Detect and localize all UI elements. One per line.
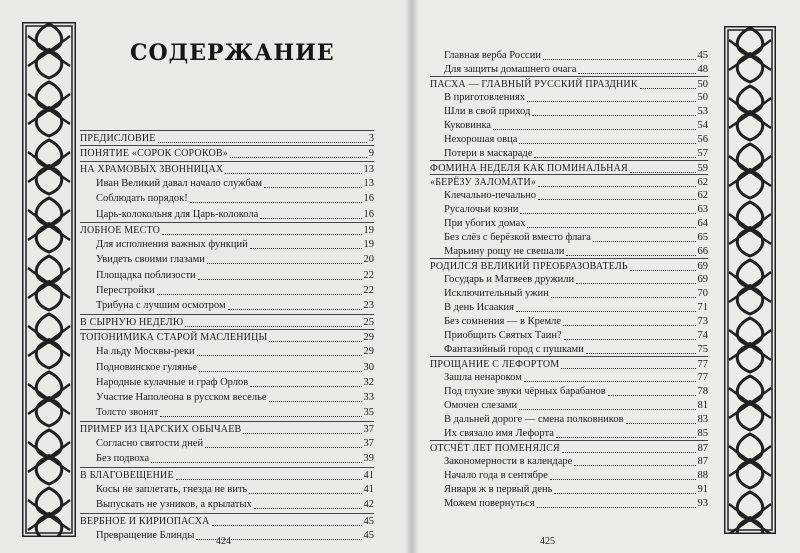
toc-entry-title: Согласно святости дней <box>96 438 204 449</box>
dot-leader <box>524 381 696 382</box>
toc-entry-page: 85 <box>697 428 708 439</box>
toc-entry-page: 53 <box>697 106 708 117</box>
toc-section-entry <box>96 298 374 314</box>
dot-leader <box>260 218 361 219</box>
toc-section-entry <box>96 283 374 299</box>
toc-section-entry <box>96 237 374 253</box>
toc-entry-title: Соблюдать порядок! <box>96 193 188 205</box>
toc-entry-title: Государь и Матвеев дружили <box>444 274 575 285</box>
toc-entry-page: 70 <box>697 288 708 299</box>
toc-entry-page: 25 <box>363 316 374 328</box>
toc-entry-page: 62 <box>697 177 708 188</box>
toc-entry-page: 71 <box>697 302 708 313</box>
toc-entry-title: Под глухие звуки чёрных барабанов <box>444 386 606 397</box>
toc-entry-page: 75 <box>697 344 708 355</box>
dot-leader <box>160 416 361 417</box>
toc-entry-title: Приобщить Святых Таин? <box>444 330 562 341</box>
dot-leader <box>162 234 361 235</box>
dot-leader <box>561 368 695 369</box>
toc-entry-title: Можем повернуться <box>444 498 535 509</box>
toc-entry-title: Народные кулачные и граф Орлов <box>96 376 249 388</box>
toc-entry-page: 59 <box>697 163 708 174</box>
toc-entry-title: ПРОЩАНИЕ С ЛЕФОРТОМ <box>430 359 560 370</box>
toc-entry-title: Без слёз с берёзкой вместо флага <box>444 232 591 243</box>
toc-entry-title: Выпускать не узников, а крылатых <box>96 499 252 511</box>
toc-entry-title: При убогих домах <box>444 218 526 229</box>
toc-entry-title: ВЕРБНОЕ И КИРИОПАСХА <box>80 515 210 527</box>
toc-entry-title: Для защиты домашнего очага <box>444 64 577 75</box>
toc-entry-title: Нехорошая овца <box>444 134 518 145</box>
dot-leader <box>249 493 361 494</box>
toc-entry-page: 78 <box>697 386 708 397</box>
toc-entry-page: 64 <box>697 218 708 229</box>
toc-entry-title: В дальней дороге — смена полковников <box>444 414 624 425</box>
toc-section-entry <box>96 191 374 207</box>
toc-entry-page: 35 <box>363 407 374 419</box>
dot-leader <box>158 142 367 143</box>
toc-entry-title: Закономерности в календаре <box>444 456 573 467</box>
toc-entry-page: 13 <box>363 163 374 175</box>
toc-entry-page: 16 <box>363 193 374 205</box>
toc-entry-page: 22 <box>363 269 374 281</box>
toc-entry-title: Трибуна с лучшим осмотром <box>96 300 226 312</box>
dot-leader <box>608 395 696 396</box>
toc-section-entry <box>96 451 374 467</box>
toc-entry-title: Исключительный ужин <box>444 288 549 299</box>
dot-leader <box>225 173 361 174</box>
dot-leader <box>228 309 362 310</box>
toc-section-entry <box>444 496 708 512</box>
dot-leader <box>532 115 695 116</box>
dot-leader <box>538 199 695 200</box>
toc-entry-title: На льду Москвы-реки <box>96 346 195 358</box>
toc-entry-page: 42 <box>363 499 374 511</box>
dot-leader <box>576 283 695 284</box>
toc-entry-page: 22 <box>363 285 374 296</box>
toc-section-entry <box>96 482 374 498</box>
toc-entry-page: 19 <box>363 239 374 251</box>
right-page-number: 425 <box>540 536 555 547</box>
toc-entry-title: Начало года в сентябре <box>444 470 548 481</box>
left-page-number: 424 <box>216 536 231 547</box>
toc-entry-page: 87 <box>697 443 708 454</box>
dot-leader <box>207 263 362 264</box>
toc-entry-title: Омочен слезами <box>444 400 518 411</box>
dot-leader <box>564 339 696 340</box>
toc-entry-title: Подновинское гулянье <box>96 361 198 373</box>
toc-entry-title: Косы не заплетать, гнезда не вить <box>96 483 248 495</box>
toc-entry-title: Русалочьи козни <box>444 204 519 215</box>
toc-entry-page: 30 <box>363 361 374 373</box>
toc-entry-page: 20 <box>363 254 374 266</box>
toc-entry-page: 77 <box>697 372 708 383</box>
book-gutter <box>405 0 419 553</box>
toc-entry-page: 33 <box>363 392 374 404</box>
dot-leader <box>250 386 361 387</box>
toc-entry-page: 29 <box>363 331 374 343</box>
toc-entry-title: Марьину рощу не свешали <box>444 246 565 257</box>
toc-entry-title: ПАСХА — ГЛАВНЫЙ РУССКИЙ ПРАЗДНИК <box>430 79 638 90</box>
toc-entry-page: 50 <box>697 79 708 90</box>
toc-entry-page: 16 <box>363 208 374 220</box>
dot-leader <box>527 101 695 102</box>
toc-entry-page: 37 <box>363 438 374 449</box>
dot-leader <box>550 479 696 480</box>
toc-entry-title: Увидеть своими глазами <box>96 254 205 266</box>
toc-entry-page: 74 <box>697 330 708 341</box>
dot-leader <box>254 508 362 509</box>
ornament-border-icon <box>22 22 76 537</box>
dot-leader <box>562 452 696 453</box>
dot-leader <box>566 255 695 256</box>
dot-leader <box>520 213 695 214</box>
toc-section-entry <box>96 375 374 391</box>
toc-entry-title: Толсто звонят <box>96 407 159 419</box>
toc-entry-page: 37 <box>363 423 374 435</box>
toc-entry-page: 65 <box>697 232 708 243</box>
toc-entry-title: Фантазийный город с пушками <box>444 344 584 355</box>
toc-section-entry <box>96 207 374 223</box>
toc-entry-page: 50 <box>697 92 708 103</box>
dot-leader <box>543 59 696 60</box>
dot-leader <box>157 294 362 295</box>
dot-leader <box>534 157 695 158</box>
toc-section-entry <box>96 360 374 376</box>
dot-leader <box>493 129 695 130</box>
toc-entry-page: 66 <box>697 246 708 257</box>
toc-entry-title: Перестройки <box>96 285 155 296</box>
dot-leader <box>630 270 696 271</box>
toc-entry-page: 57 <box>697 148 708 159</box>
toc-entry-title: Клечально-печально <box>444 190 537 201</box>
toc-entry-page: 56 <box>697 134 708 145</box>
toc-entry-title: ФОМИНА НЕДЕЛЯ КАК ПОМИНАЛЬНАЯ <box>430 163 628 174</box>
toc-entry-title: Главная верба России <box>444 50 541 61</box>
toc-entry-page: 63 <box>697 204 708 215</box>
toc-entry-page: 87 <box>697 456 708 467</box>
dot-leader <box>197 355 362 356</box>
toc-entry-title: Потери в маскараде <box>444 148 533 159</box>
toc-entry-page: 3 <box>368 133 374 144</box>
dot-leader <box>151 462 361 463</box>
toc-section-entry <box>96 528 374 544</box>
toc-entry-title: Превращение Блинды <box>96 529 195 541</box>
dot-leader <box>538 186 695 187</box>
toc-entry-title: НА ХРАМОВЫХ ЗВОННИЦАХ <box>80 163 224 175</box>
toc-entry-page: 69 <box>697 274 708 285</box>
dot-leader <box>243 433 361 434</box>
toc-entry-title: В СЫРНУЮ НЕДЕЛЮ <box>80 316 184 328</box>
dot-leader <box>640 88 696 89</box>
toc-section-entry <box>96 497 374 513</box>
toc-entry-title: В БЛАГОВЕЩЕНИЕ <box>80 469 174 481</box>
dot-leader <box>230 157 367 158</box>
dot-leader <box>185 326 361 327</box>
page-title: СОДЕРЖАНИЕ <box>130 40 335 66</box>
toc-section-entry <box>96 344 374 360</box>
ornament-border-icon <box>724 26 776 534</box>
toc-entry-title: Куковинка <box>444 120 492 131</box>
dot-leader <box>269 341 361 342</box>
toc-entry-page: 45 <box>363 515 374 527</box>
toc-entry-title: ПОНЯТИЕ «СОРОК СОРОКОВ» <box>80 148 228 160</box>
toc-entry-title: ЛОБНОЕ МЕСТО <box>80 224 161 236</box>
toc-entry-title: Иван Великий давал начало службам <box>96 177 263 189</box>
toc-entry-page: 62 <box>697 190 708 201</box>
toc-section-entry <box>96 436 374 452</box>
toc-entry-title: ОТСЧЁТ ЛЕТ ПОМЕНЯЛСЯ <box>430 443 560 454</box>
dot-leader <box>554 493 695 494</box>
dot-leader <box>519 143 695 144</box>
toc-entry-page: 45 <box>697 50 708 61</box>
toc-entry-page: 41 <box>363 469 374 481</box>
toc-section-entry <box>96 268 374 284</box>
dot-leader <box>198 279 362 280</box>
toc-entry-title: В день Исаакия <box>444 302 514 313</box>
dot-leader <box>516 311 696 312</box>
toc-entry-title: Площадка поблизости <box>96 269 196 281</box>
toc-entry-title: ТОПОНИМИКА СТАРОЙ МАСЛЕНИЦЫ <box>80 331 268 343</box>
toc-entry-page: 54 <box>697 120 708 131</box>
dot-leader <box>586 353 696 354</box>
dot-leader <box>563 325 695 326</box>
toc-entry-title: Шли в свой приход <box>444 106 531 117</box>
toc-entry-page: 81 <box>697 400 708 411</box>
dot-leader <box>537 507 696 508</box>
toc-entry-title: В приготовлениях <box>444 92 526 103</box>
toc-entry-title: ПРИМЕР ИЗ ЦАРСКИХ ОБЫЧАЕВ <box>80 423 242 435</box>
toc-entry-title: Без сомнения — в Кремле <box>444 316 562 327</box>
toc-entry-title: «БЕРЁЗУ ЗАЛОМАТИ» <box>430 177 537 188</box>
toc-entry-page: 77 <box>697 359 708 370</box>
dot-leader <box>519 409 695 410</box>
dot-leader <box>264 187 361 188</box>
dot-leader <box>626 423 696 424</box>
toc-entry-title: Января ж в первый день <box>444 484 553 495</box>
toc-entry-page: 39 <box>363 453 374 465</box>
dot-leader <box>176 479 362 480</box>
dot-leader <box>269 401 362 402</box>
toc-entry-title: Царь-колокольня для Царь-колокола <box>96 208 259 220</box>
dot-leader <box>578 73 695 74</box>
toc-section-entry <box>96 405 374 421</box>
toc-entry-title: Зашла ненароком <box>444 372 522 383</box>
dot-leader <box>212 525 362 526</box>
dot-leader <box>556 437 696 438</box>
toc-entry-title: Для исполнения важных функций <box>96 239 248 251</box>
dot-leader <box>527 227 695 228</box>
toc-entry-page: 83 <box>697 414 708 425</box>
toc-entry-page: 9 <box>368 148 374 160</box>
toc-entry-title: ПРЕДИСЛОВИЕ <box>80 133 156 144</box>
toc-entry-page: 73 <box>697 316 708 327</box>
dot-leader <box>250 248 362 249</box>
toc-entry-page: 13 <box>363 177 374 189</box>
toc-entry-page: 48 <box>697 64 708 75</box>
toc-entry-title: Без подвоха <box>96 453 150 465</box>
toc-entry-page: 19 <box>363 224 374 236</box>
toc-entry-page: 29 <box>363 346 374 358</box>
dot-leader <box>574 465 695 466</box>
toc-section-entry <box>96 390 374 406</box>
toc-entry-page: 23 <box>363 300 374 312</box>
toc-entry-title: РОДИЛСЯ ВЕЛИКИЙ ПРЕОБРАЗОВАТЕЛЬ <box>430 261 628 272</box>
toc-entry-page: 41 <box>363 483 374 495</box>
dot-leader <box>190 202 362 203</box>
toc-section-entry <box>96 176 374 192</box>
dot-leader <box>205 447 361 448</box>
dot-leader <box>593 241 696 242</box>
toc-entry-title: Участие Наполеона в русском веселье <box>96 392 267 404</box>
toc-entry-page: 32 <box>363 376 374 388</box>
toc-entry-page: 45 <box>363 529 374 541</box>
dot-leader <box>551 297 696 298</box>
toc-section-entry <box>96 252 374 268</box>
toc-entry-page: 69 <box>697 261 708 272</box>
toc-entry-page: 91 <box>697 484 708 495</box>
toc-entry-title: Их связало имя Лефорта <box>444 428 554 439</box>
dot-leader <box>199 371 361 372</box>
toc-entry-page: 93 <box>697 498 708 509</box>
dot-leader <box>630 172 696 173</box>
toc-entry-page: 88 <box>697 470 708 481</box>
